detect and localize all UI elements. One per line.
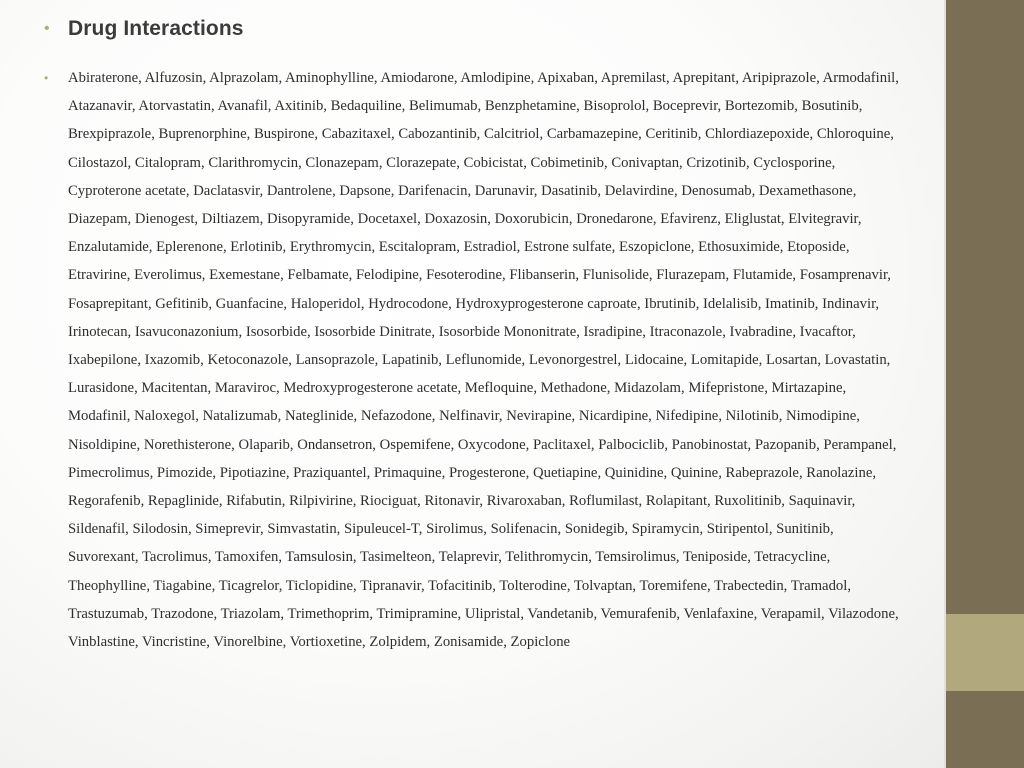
decorative-side-band xyxy=(946,0,1024,768)
title-row xyxy=(44,14,244,44)
drug-list-bullet xyxy=(44,64,904,656)
decorative-band-accent xyxy=(946,614,1024,691)
list-bullet-icon: • xyxy=(44,71,49,85)
slide-title: Drug Interactions xyxy=(68,17,244,40)
title-bullet-icon: • xyxy=(44,20,50,37)
drug-list-text: Abiraterone, Alfuzosin, Alprazolam, Aminophylline, Amiodarone, Amlodipine, Apixaban, Apremilast, Aprepitant, Aripiprazole, Armodafinil, Atazanavir, Atorvastatin, Avanafil, Axitinib, Bedaquiline, Belimumab, Benzphetamine, Bisoprolol, Boceprevir, Bortezomib, Bosutinib, Brexpiprazole, Buprenorphine, Buspirone, Cabazitaxel, Cabozantinib, Calcitriol, Carbamazepine, Ceritinib, Chlordiazepoxide, Chloroquine, Cilostazol, Citalopram, Clarithromycin, Clonazepam, Clorazepate, Cobicistat, Cobimetinib, Conivaptan, Crizotinib, Cyclosporine, Cyproterone acetate, Daclatasvir, Dantrolene, Dapsone, Darifenacin, Darunavir, Dasatinib, Delavirdine, Denosumab, Dexamethasone, Diazepam, Dienogest, Diltiazem, Disopyramide, Docetaxel, Doxazosin, Doxorubicin, Dronedarone, Efavirenz, Eliglustat, Elvitegravir, Enzalutamide, Eplerenone, Erlotinib, Erythromycin, Escitalopram, Estradiol, Estrone sulfate, Eszopiclone, Ethosuximide, Etoposide, Etravirine, Everolimus, Exemestane, Felbamate, Felodipine, Fesoterodine, Flibanserin, Flunisolide, Flurazepam, Flutamide, Fosamprenavir, Fosaprepitant, Gefitinib, Guanfacine, Haloperidol, Hydrocodone, Hydroxyprogesterone caproate, Ibrutinib, Idelalisib, Imatinib, Indinavir, Irinotecan, Isavuconazonium, Isosorbide, Isosorbide Dinitrate, Isosorbide Mononitrate, Isradipine, Itraconazole, Ivabradine, Ivacaftor, Ixabepilone, Ixazomib, Ketoconazole, Lansoprazole, Lapatinib, Leflunomide, Levonorgestrel, Lidocaine, Lomitapide, Losartan, Lovastatin, Lurasidone, Macitentan, Maraviroc, Medroxyprogesterone acetate, Mefloquine, Methadone, Midazolam, Mifepristone, Mirtazapine, Modafinil, Naloxegol, Natalizumab, Nateglinide, Nefazodone, Nelfinavir, Nevirapine, Nicardipine, Nifedipine, Nilotinib, Nimodipine, Nisoldipine, Norethisterone, Olaparib, Ondansetron, Ospemifene, Oxycodone, Paclitaxel, Palbociclib, Panobinostat, Pazopanib, Perampanel, Pimecrolimus, Pimozide, Pipotiazine, Praziquantel, Primaquine, Progesterone, Quetiapine, Quinidine, Quinine, Rabeprazole, Ranolazine, Regorafenib, Repaglinide, Rifabutin, Rilpivirine, Riociguat, Ritonavir, Rivaroxaban, Roflumilast, Rolapitant, Ruxolitinib, Saquinavir, Sildenafil, Silodosin, Simeprevir, Simvastatin, Sipuleucel-T, Sirolimus, Solifenacin, Sonidegib, Spiramycin, Stiripentol, Sunitinib, Suvorexant, Tacrolimus, Tamoxifen, Tamsulosin, Tasimelteon, Telaprevir, Telithromycin, Temsirolimus, Teniposide, Tetracycline, Theophylline, Tiagabine, Ticagrelor, Ticlopidine, Tipranavir, Tofacitinib, Tolterodine, Tolvaptan, Toremifene, Trabectedin, Tramadol, Trastuzumab, Trazodone, Triazolam, Trimethoprim, Trimipramine, Ulipristal, Vandetanib, Vemurafenib, Venlafaxine, Verapamil, Vilazodone, Vinblastine, Vincristine, Vinorelbine, Vortioxetine, Zolpidem, Zonisamide, Zopiclone xyxy=(68,70,899,651)
